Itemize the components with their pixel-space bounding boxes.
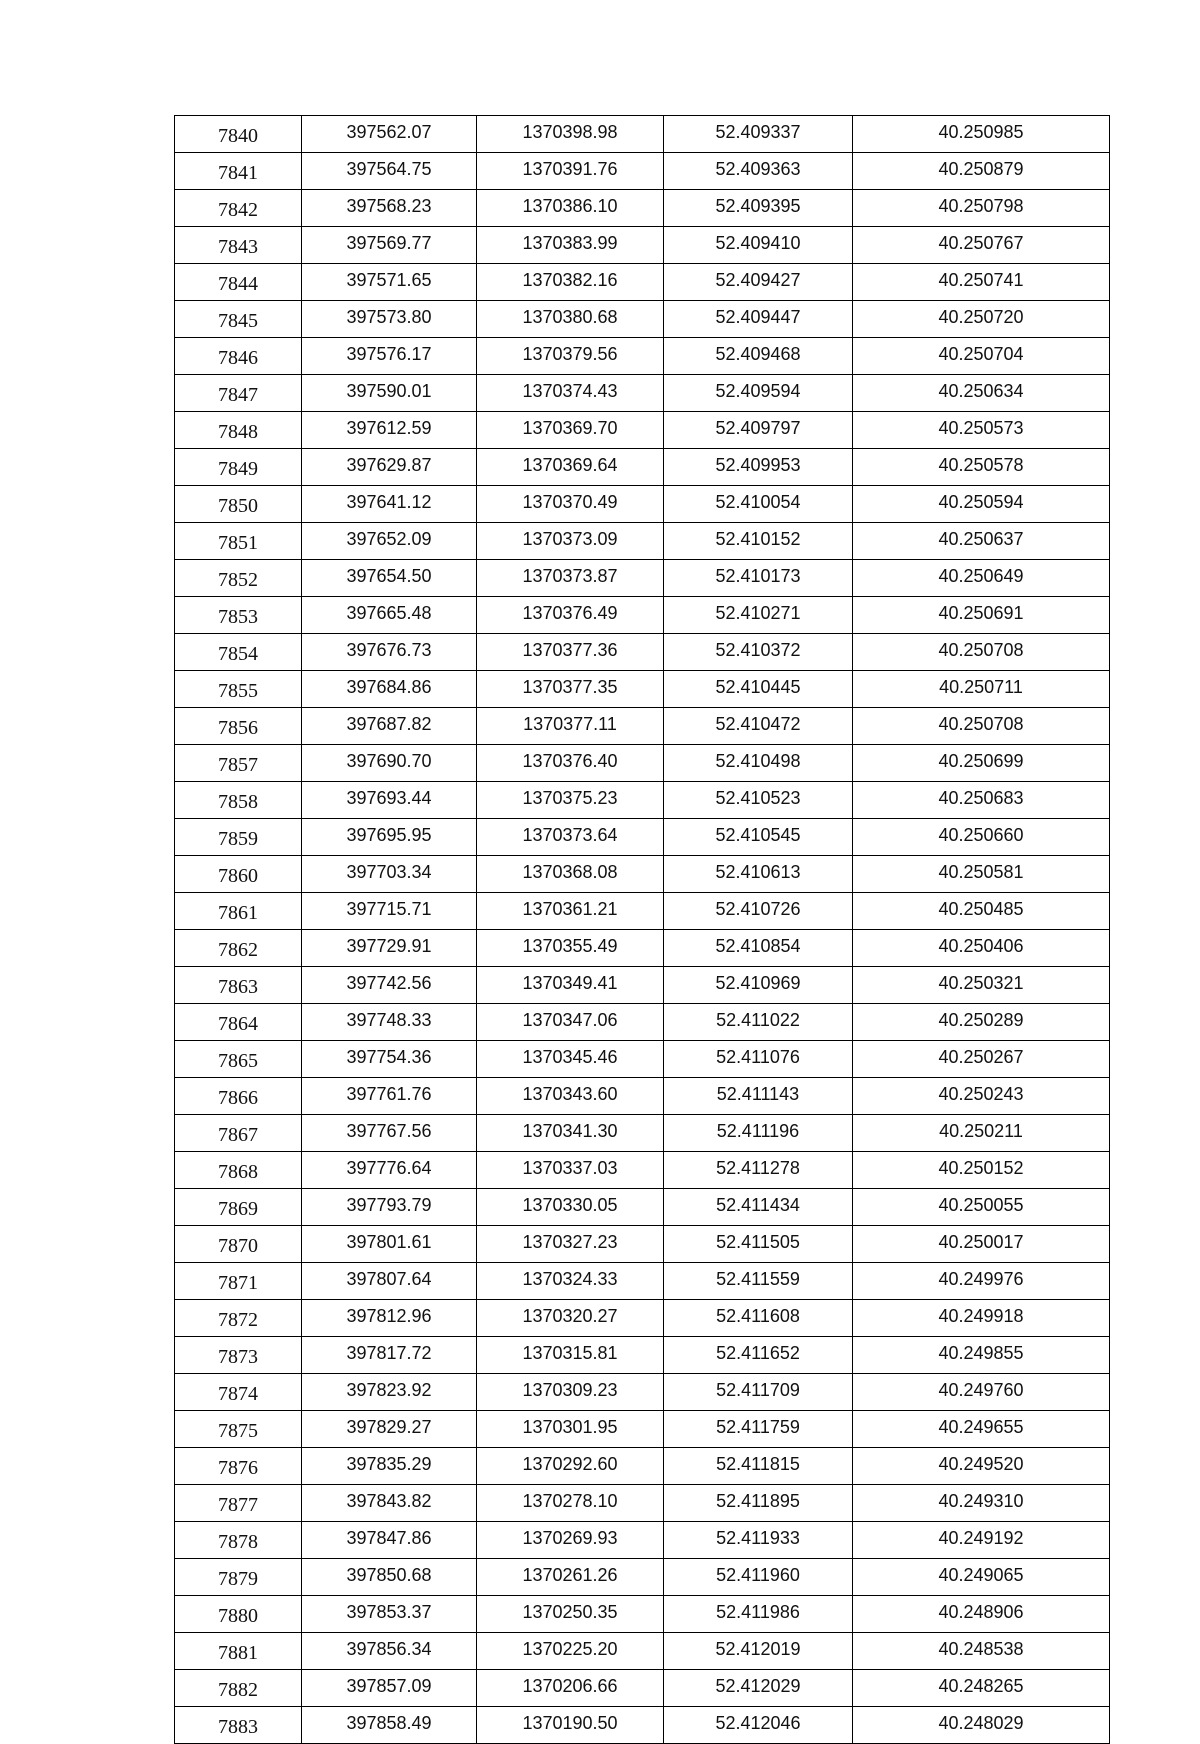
latitude-cell: 52.411759 <box>664 1411 853 1448</box>
y-coordinate-cell: 1370386.10 <box>477 190 664 227</box>
y-coordinate-cell: 1370376.49 <box>477 597 664 634</box>
y-coordinate-cell: 1370309.23 <box>477 1374 664 1411</box>
table-row <box>175 1633 1110 1670</box>
x-coordinate-cell: 397571.65 <box>302 264 477 301</box>
y-coordinate-cell: 1370361.21 <box>477 893 664 930</box>
table-row <box>175 1448 1110 1485</box>
longitude-cell: 40.250267 <box>853 1041 1110 1078</box>
point-number-cell: 7853 <box>175 597 302 634</box>
y-coordinate-cell: 1370301.95 <box>477 1411 664 1448</box>
y-coordinate-cell: 1370315.81 <box>477 1337 664 1374</box>
point-number-cell: 7849 <box>175 449 302 486</box>
x-coordinate-cell: 397703.34 <box>302 856 477 893</box>
latitude-cell: 52.410173 <box>664 560 853 597</box>
y-coordinate-cell: 1370345.46 <box>477 1041 664 1078</box>
x-coordinate-cell: 397676.73 <box>302 634 477 671</box>
longitude-cell: 40.249855 <box>853 1337 1110 1374</box>
latitude-cell: 52.410613 <box>664 856 853 893</box>
x-coordinate-cell: 397629.87 <box>302 449 477 486</box>
x-coordinate-cell: 397748.33 <box>302 1004 477 1041</box>
table-row <box>175 301 1110 338</box>
x-coordinate-cell: 397684.86 <box>302 671 477 708</box>
table-row <box>175 671 1110 708</box>
table-row <box>175 264 1110 301</box>
longitude-cell: 40.250485 <box>853 893 1110 930</box>
latitude-cell: 52.411278 <box>664 1152 853 1189</box>
point-number-cell: 7869 <box>175 1189 302 1226</box>
x-coordinate-cell: 397835.29 <box>302 1448 477 1485</box>
y-coordinate-cell: 1370369.70 <box>477 412 664 449</box>
x-coordinate-cell: 397564.75 <box>302 153 477 190</box>
longitude-cell: 40.250767 <box>853 227 1110 264</box>
point-number-cell: 7883 <box>175 1707 302 1744</box>
point-number-cell: 7858 <box>175 782 302 819</box>
latitude-cell: 52.410372 <box>664 634 853 671</box>
y-coordinate-cell: 1370383.99 <box>477 227 664 264</box>
latitude-cell: 52.411143 <box>664 1078 853 1115</box>
longitude-cell: 40.250289 <box>853 1004 1110 1041</box>
table-row <box>175 1300 1110 1337</box>
latitude-cell: 52.410445 <box>664 671 853 708</box>
x-coordinate-cell: 397823.92 <box>302 1374 477 1411</box>
y-coordinate-cell: 1370347.06 <box>477 1004 664 1041</box>
x-coordinate-cell: 397812.96 <box>302 1300 477 1337</box>
table-row <box>175 1670 1110 1707</box>
longitude-cell: 40.250708 <box>853 708 1110 745</box>
longitude-cell: 40.250321 <box>853 967 1110 1004</box>
x-coordinate-cell: 397715.71 <box>302 893 477 930</box>
point-number-cell: 7882 <box>175 1670 302 1707</box>
point-number-cell: 7860 <box>175 856 302 893</box>
table-row <box>175 1078 1110 1115</box>
point-number-cell: 7863 <box>175 967 302 1004</box>
point-number-cell: 7846 <box>175 338 302 375</box>
table-row <box>175 1337 1110 1374</box>
x-coordinate-cell: 397695.95 <box>302 819 477 856</box>
x-coordinate-cell: 397761.76 <box>302 1078 477 1115</box>
latitude-cell: 52.410271 <box>664 597 853 634</box>
x-coordinate-cell: 397829.27 <box>302 1411 477 1448</box>
latitude-cell: 52.410152 <box>664 523 853 560</box>
longitude-cell: 40.249310 <box>853 1485 1110 1522</box>
table-row <box>175 1226 1110 1263</box>
point-number-cell: 7862 <box>175 930 302 967</box>
y-coordinate-cell: 1370330.05 <box>477 1189 664 1226</box>
table-row <box>175 967 1110 1004</box>
table-row <box>175 1485 1110 1522</box>
point-number-cell: 7859 <box>175 819 302 856</box>
longitude-cell: 40.250406 <box>853 930 1110 967</box>
point-number-cell: 7855 <box>175 671 302 708</box>
longitude-cell: 40.249760 <box>853 1374 1110 1411</box>
longitude-cell: 40.248265 <box>853 1670 1110 1707</box>
latitude-cell: 52.410472 <box>664 708 853 745</box>
x-coordinate-cell: 397569.77 <box>302 227 477 264</box>
latitude-cell: 52.409953 <box>664 449 853 486</box>
y-coordinate-cell: 1370341.30 <box>477 1115 664 1152</box>
point-number-cell: 7852 <box>175 560 302 597</box>
longitude-cell: 40.249918 <box>853 1300 1110 1337</box>
table-row <box>175 375 1110 412</box>
y-coordinate-cell: 1370225.20 <box>477 1633 664 1670</box>
x-coordinate-cell: 397590.01 <box>302 375 477 412</box>
x-coordinate-cell: 397612.59 <box>302 412 477 449</box>
latitude-cell: 52.410969 <box>664 967 853 1004</box>
latitude-cell: 52.409797 <box>664 412 853 449</box>
longitude-cell: 40.250243 <box>853 1078 1110 1115</box>
y-coordinate-cell: 1370292.60 <box>477 1448 664 1485</box>
x-coordinate-cell: 397817.72 <box>302 1337 477 1374</box>
x-coordinate-cell: 397690.70 <box>302 745 477 782</box>
point-number-cell: 7881 <box>175 1633 302 1670</box>
latitude-cell: 52.409447 <box>664 301 853 338</box>
latitude-cell: 52.411608 <box>664 1300 853 1337</box>
longitude-cell: 40.250741 <box>853 264 1110 301</box>
x-coordinate-cell: 397729.91 <box>302 930 477 967</box>
y-coordinate-cell: 1370391.76 <box>477 153 664 190</box>
longitude-cell: 40.250152 <box>853 1152 1110 1189</box>
point-number-cell: 7843 <box>175 227 302 264</box>
table-row <box>175 412 1110 449</box>
x-coordinate-cell: 397856.34 <box>302 1633 477 1670</box>
latitude-cell: 52.411022 <box>664 1004 853 1041</box>
latitude-cell: 52.409594 <box>664 375 853 412</box>
point-number-cell: 7854 <box>175 634 302 671</box>
y-coordinate-cell: 1370343.60 <box>477 1078 664 1115</box>
longitude-cell: 40.250581 <box>853 856 1110 893</box>
x-coordinate-cell: 397843.82 <box>302 1485 477 1522</box>
y-coordinate-cell: 1370190.50 <box>477 1707 664 1744</box>
point-number-cell: 7878 <box>175 1522 302 1559</box>
x-coordinate-cell: 397665.48 <box>302 597 477 634</box>
latitude-cell: 52.411960 <box>664 1559 853 1596</box>
table-row <box>175 338 1110 375</box>
latitude-cell: 52.412019 <box>664 1633 853 1670</box>
y-coordinate-cell: 1370382.16 <box>477 264 664 301</box>
longitude-cell: 40.250708 <box>853 634 1110 671</box>
table-row <box>175 1559 1110 1596</box>
longitude-cell: 40.250660 <box>853 819 1110 856</box>
y-coordinate-cell: 1370377.35 <box>477 671 664 708</box>
table-row <box>175 930 1110 967</box>
latitude-cell: 52.410854 <box>664 930 853 967</box>
latitude-cell: 52.409468 <box>664 338 853 375</box>
x-coordinate-cell: 397576.17 <box>302 338 477 375</box>
y-coordinate-cell: 1370349.41 <box>477 967 664 1004</box>
point-number-cell: 7848 <box>175 412 302 449</box>
x-coordinate-cell: 397858.49 <box>302 1707 477 1744</box>
longitude-cell: 40.248906 <box>853 1596 1110 1633</box>
coordinate-table-body <box>175 116 1110 1744</box>
latitude-cell: 52.410054 <box>664 486 853 523</box>
y-coordinate-cell: 1370373.09 <box>477 523 664 560</box>
y-coordinate-cell: 1370377.36 <box>477 634 664 671</box>
y-coordinate-cell: 1370370.49 <box>477 486 664 523</box>
table-row <box>175 1004 1110 1041</box>
point-number-cell: 7876 <box>175 1448 302 1485</box>
latitude-cell: 52.410726 <box>664 893 853 930</box>
longitude-cell: 40.250017 <box>853 1226 1110 1263</box>
table-row <box>175 116 1110 153</box>
latitude-cell: 52.411895 <box>664 1485 853 1522</box>
y-coordinate-cell: 1370380.68 <box>477 301 664 338</box>
y-coordinate-cell: 1370368.08 <box>477 856 664 893</box>
longitude-cell: 40.250055 <box>853 1189 1110 1226</box>
table-row <box>175 190 1110 227</box>
longitude-cell: 40.248029 <box>853 1707 1110 1744</box>
table-row <box>175 893 1110 930</box>
x-coordinate-cell: 397693.44 <box>302 782 477 819</box>
y-coordinate-cell: 1370373.87 <box>477 560 664 597</box>
x-coordinate-cell: 397767.56 <box>302 1115 477 1152</box>
point-number-cell: 7879 <box>175 1559 302 1596</box>
x-coordinate-cell: 397652.09 <box>302 523 477 560</box>
table-row <box>175 1707 1110 1744</box>
x-coordinate-cell: 397776.64 <box>302 1152 477 1189</box>
point-number-cell: 7840 <box>175 116 302 153</box>
point-number-cell: 7877 <box>175 1485 302 1522</box>
y-coordinate-cell: 1370376.40 <box>477 745 664 782</box>
latitude-cell: 52.410523 <box>664 782 853 819</box>
y-coordinate-cell: 1370269.93 <box>477 1522 664 1559</box>
latitude-cell: 52.409337 <box>664 116 853 153</box>
latitude-cell: 52.411933 <box>664 1522 853 1559</box>
table-row <box>175 486 1110 523</box>
longitude-cell: 40.250573 <box>853 412 1110 449</box>
table-row <box>175 782 1110 819</box>
longitude-cell: 40.250711 <box>853 671 1110 708</box>
table-row <box>175 1411 1110 1448</box>
coordinate-table <box>174 115 1110 1744</box>
latitude-cell: 52.411652 <box>664 1337 853 1374</box>
longitude-cell: 40.250879 <box>853 153 1110 190</box>
table-row <box>175 1596 1110 1633</box>
table-row <box>175 1263 1110 1300</box>
y-coordinate-cell: 1370327.23 <box>477 1226 664 1263</box>
longitude-cell: 40.250720 <box>853 301 1110 338</box>
longitude-cell: 40.250634 <box>853 375 1110 412</box>
y-coordinate-cell: 1370320.27 <box>477 1300 664 1337</box>
x-coordinate-cell: 397754.36 <box>302 1041 477 1078</box>
longitude-cell: 40.250594 <box>853 486 1110 523</box>
latitude-cell: 52.409363 <box>664 153 853 190</box>
y-coordinate-cell: 1370374.43 <box>477 375 664 412</box>
point-number-cell: 7850 <box>175 486 302 523</box>
latitude-cell: 52.410498 <box>664 745 853 782</box>
latitude-cell: 52.411434 <box>664 1189 853 1226</box>
point-number-cell: 7841 <box>175 153 302 190</box>
longitude-cell: 40.249976 <box>853 1263 1110 1300</box>
table-row <box>175 708 1110 745</box>
table-row <box>175 634 1110 671</box>
longitude-cell: 40.250649 <box>853 560 1110 597</box>
longitude-cell: 40.250798 <box>853 190 1110 227</box>
y-coordinate-cell: 1370206.66 <box>477 1670 664 1707</box>
latitude-cell: 52.409410 <box>664 227 853 264</box>
x-coordinate-cell: 397847.86 <box>302 1522 477 1559</box>
longitude-cell: 40.250211 <box>853 1115 1110 1152</box>
table-row <box>175 560 1110 597</box>
y-coordinate-cell: 1370337.03 <box>477 1152 664 1189</box>
y-coordinate-cell: 1370250.35 <box>477 1596 664 1633</box>
point-number-cell: 7867 <box>175 1115 302 1152</box>
table-row <box>175 745 1110 782</box>
table-row <box>175 1374 1110 1411</box>
point-number-cell: 7851 <box>175 523 302 560</box>
table-row <box>175 227 1110 264</box>
longitude-cell: 40.250691 <box>853 597 1110 634</box>
point-number-cell: 7875 <box>175 1411 302 1448</box>
point-number-cell: 7861 <box>175 893 302 930</box>
table-row <box>175 856 1110 893</box>
table-row <box>175 819 1110 856</box>
x-coordinate-cell: 397562.07 <box>302 116 477 153</box>
point-number-cell: 7857 <box>175 745 302 782</box>
x-coordinate-cell: 397801.61 <box>302 1226 477 1263</box>
point-number-cell: 7868 <box>175 1152 302 1189</box>
table-row <box>175 523 1110 560</box>
point-number-cell: 7870 <box>175 1226 302 1263</box>
point-number-cell: 7874 <box>175 1374 302 1411</box>
latitude-cell: 52.409395 <box>664 190 853 227</box>
longitude-cell: 40.249655 <box>853 1411 1110 1448</box>
x-coordinate-cell: 397793.79 <box>302 1189 477 1226</box>
x-coordinate-cell: 397687.82 <box>302 708 477 745</box>
point-number-cell: 7865 <box>175 1041 302 1078</box>
point-number-cell: 7856 <box>175 708 302 745</box>
latitude-cell: 52.411559 <box>664 1263 853 1300</box>
longitude-cell: 40.250985 <box>853 116 1110 153</box>
y-coordinate-cell: 1370377.11 <box>477 708 664 745</box>
latitude-cell: 52.412046 <box>664 1707 853 1744</box>
longitude-cell: 40.248538 <box>853 1633 1110 1670</box>
y-coordinate-cell: 1370398.98 <box>477 116 664 153</box>
table-row <box>175 597 1110 634</box>
point-number-cell: 7866 <box>175 1078 302 1115</box>
latitude-cell: 52.411709 <box>664 1374 853 1411</box>
x-coordinate-cell: 397568.23 <box>302 190 477 227</box>
table-row <box>175 1041 1110 1078</box>
y-coordinate-cell: 1370379.56 <box>477 338 664 375</box>
point-number-cell: 7873 <box>175 1337 302 1374</box>
table-row <box>175 1189 1110 1226</box>
latitude-cell: 52.412029 <box>664 1670 853 1707</box>
y-coordinate-cell: 1370278.10 <box>477 1485 664 1522</box>
y-coordinate-cell: 1370261.26 <box>477 1559 664 1596</box>
point-number-cell: 7872 <box>175 1300 302 1337</box>
point-number-cell: 7845 <box>175 301 302 338</box>
y-coordinate-cell: 1370355.49 <box>477 930 664 967</box>
table-row <box>175 1115 1110 1152</box>
table-row <box>175 153 1110 190</box>
x-coordinate-cell: 397654.50 <box>302 560 477 597</box>
x-coordinate-cell: 397573.80 <box>302 301 477 338</box>
latitude-cell: 52.409427 <box>664 264 853 301</box>
point-number-cell: 7844 <box>175 264 302 301</box>
latitude-cell: 52.411815 <box>664 1448 853 1485</box>
latitude-cell: 52.410545 <box>664 819 853 856</box>
point-number-cell: 7871 <box>175 1263 302 1300</box>
longitude-cell: 40.249520 <box>853 1448 1110 1485</box>
longitude-cell: 40.250699 <box>853 745 1110 782</box>
point-number-cell: 7880 <box>175 1596 302 1633</box>
table-row <box>175 1152 1110 1189</box>
y-coordinate-cell: 1370324.33 <box>477 1263 664 1300</box>
longitude-cell: 40.250683 <box>853 782 1110 819</box>
latitude-cell: 52.411505 <box>664 1226 853 1263</box>
x-coordinate-cell: 397853.37 <box>302 1596 477 1633</box>
x-coordinate-cell: 397807.64 <box>302 1263 477 1300</box>
x-coordinate-cell: 397641.12 <box>302 486 477 523</box>
point-number-cell: 7842 <box>175 190 302 227</box>
table-row <box>175 1522 1110 1559</box>
x-coordinate-cell: 397857.09 <box>302 1670 477 1707</box>
longitude-cell: 40.249192 <box>853 1522 1110 1559</box>
latitude-cell: 52.411986 <box>664 1596 853 1633</box>
longitude-cell: 40.250637 <box>853 523 1110 560</box>
longitude-cell: 40.250704 <box>853 338 1110 375</box>
table-row <box>175 449 1110 486</box>
latitude-cell: 52.411196 <box>664 1115 853 1152</box>
latitude-cell: 52.411076 <box>664 1041 853 1078</box>
x-coordinate-cell: 397742.56 <box>302 967 477 1004</box>
longitude-cell: 40.249065 <box>853 1559 1110 1596</box>
y-coordinate-cell: 1370369.64 <box>477 449 664 486</box>
y-coordinate-cell: 1370375.23 <box>477 782 664 819</box>
point-number-cell: 7847 <box>175 375 302 412</box>
x-coordinate-cell: 397850.68 <box>302 1559 477 1596</box>
point-number-cell: 7864 <box>175 1004 302 1041</box>
longitude-cell: 40.250578 <box>853 449 1110 486</box>
y-coordinate-cell: 1370373.64 <box>477 819 664 856</box>
